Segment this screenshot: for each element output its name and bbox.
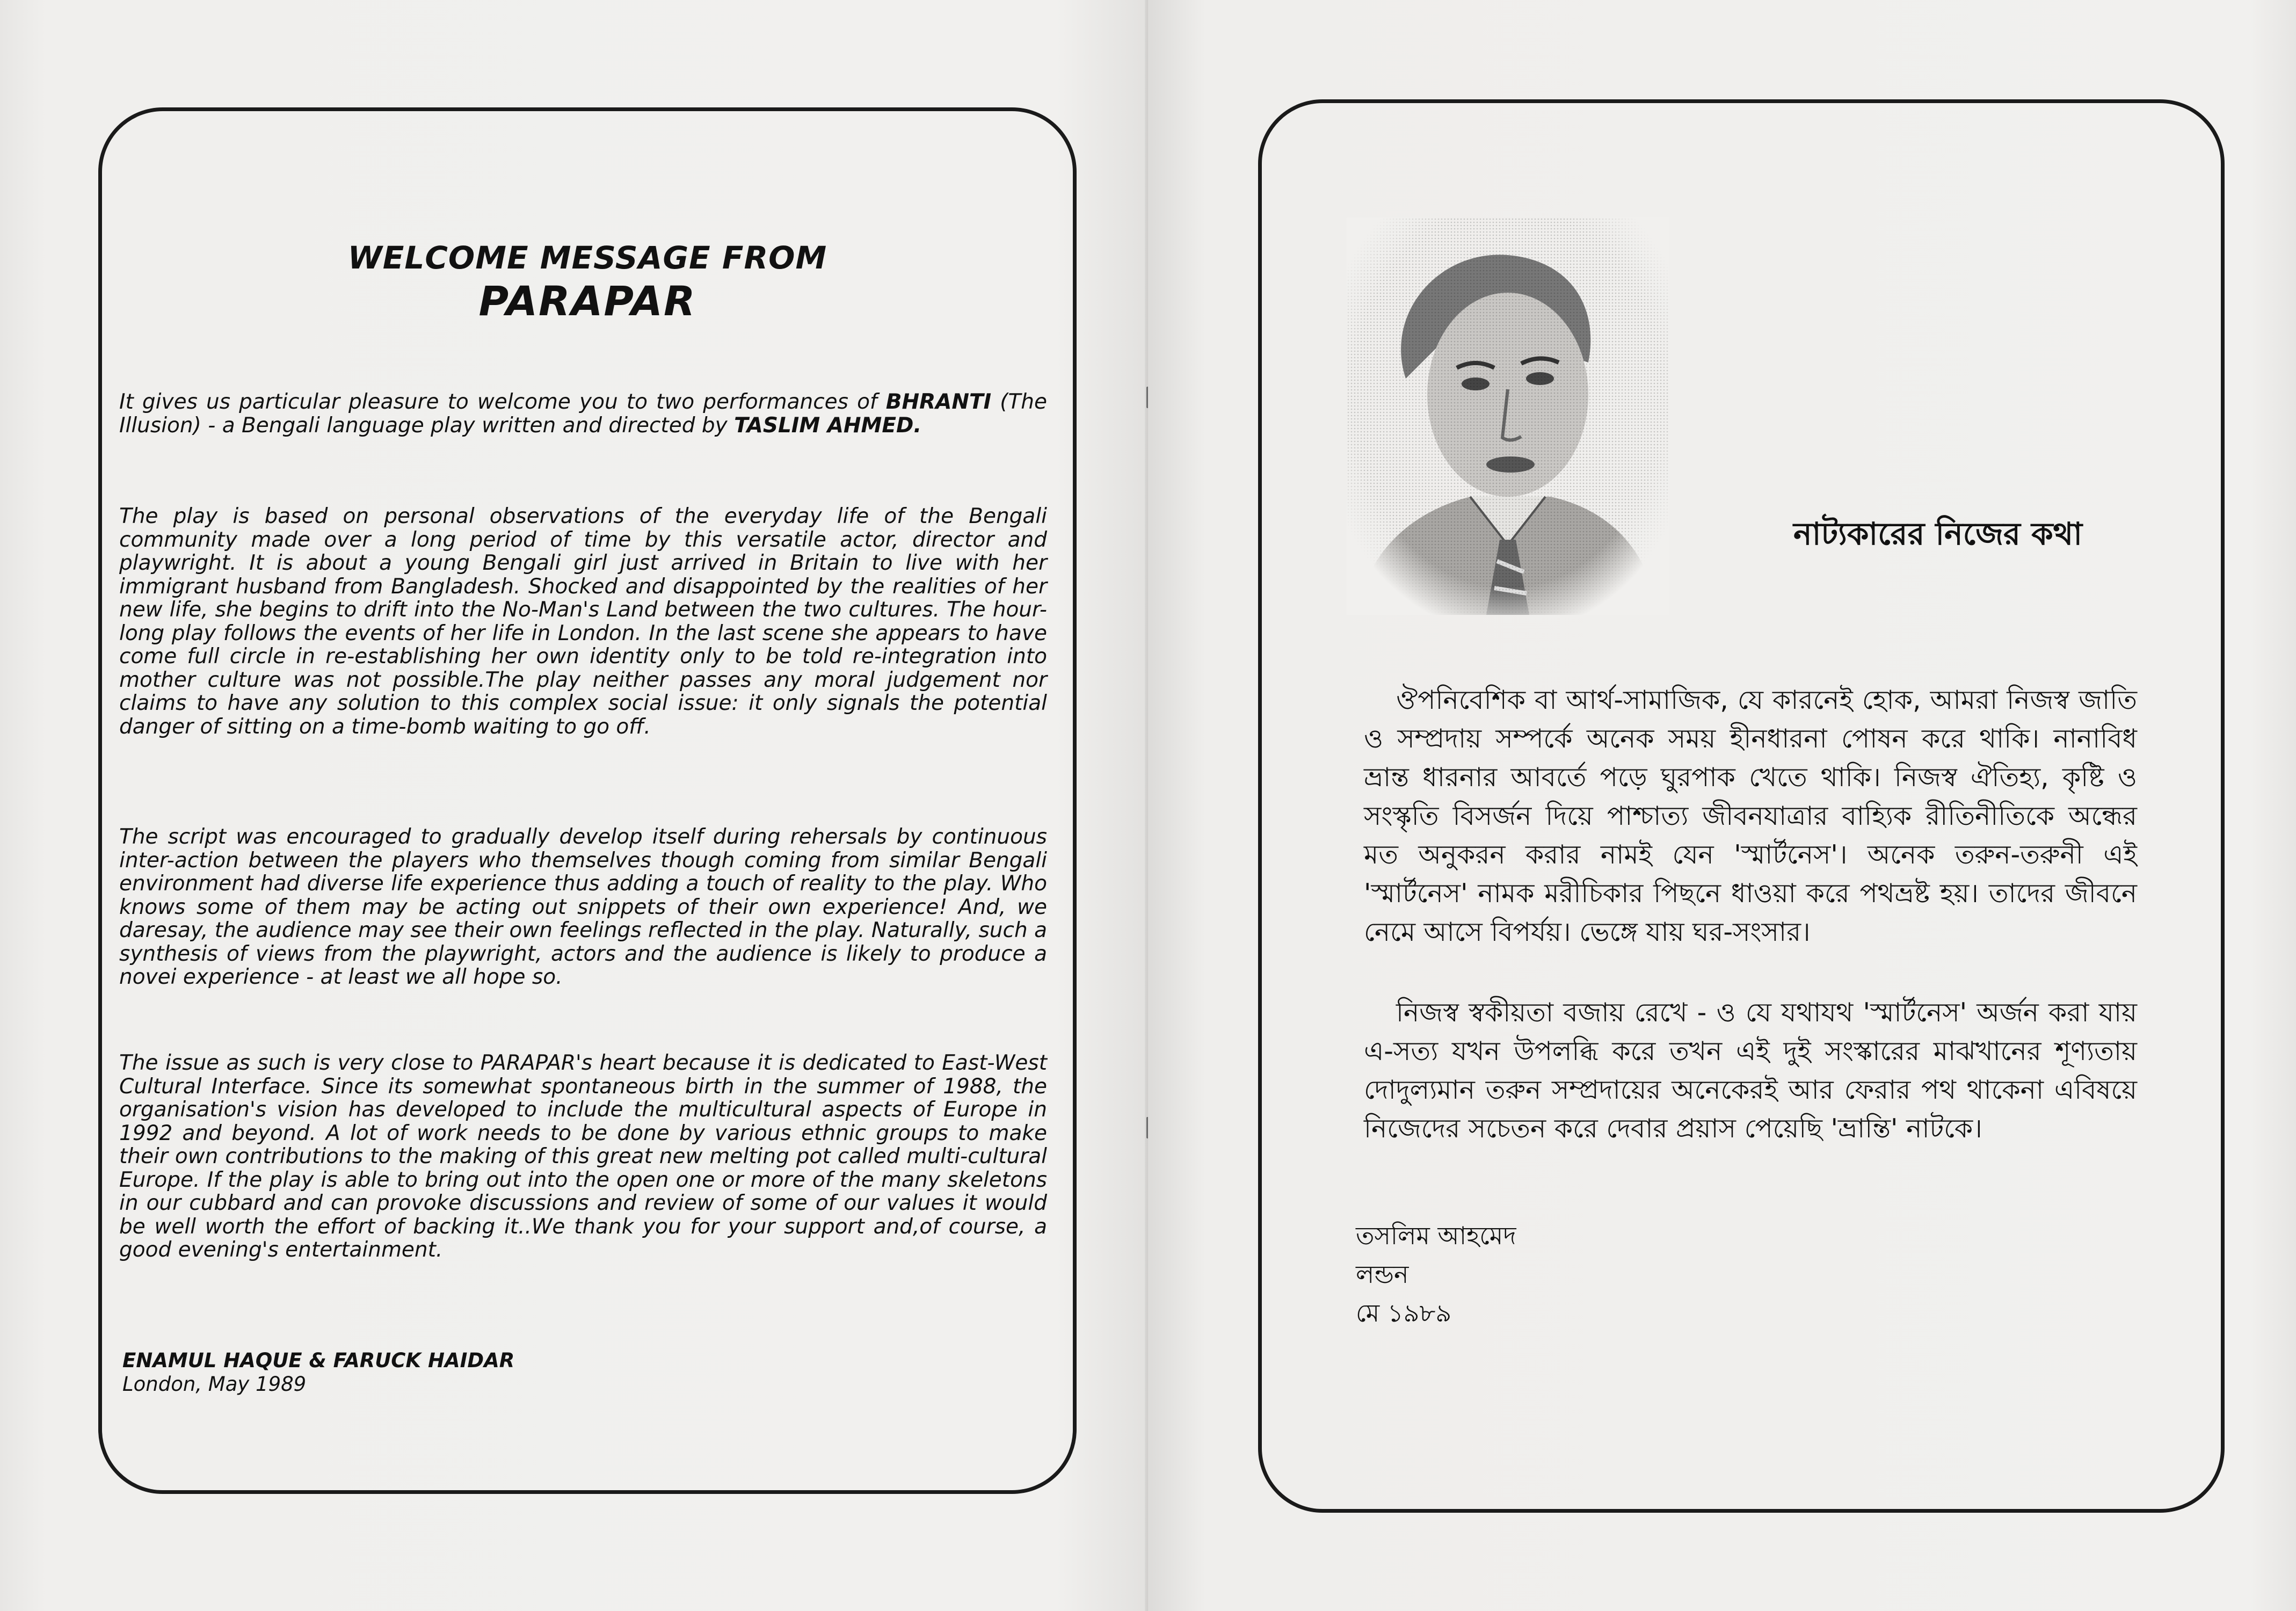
bengali-paragraph-1: ঔপনিবেশিক বা আর্থ-সামাজিক, যে কারনেই হোক, আমরা নিজস্ব জাতি ও সম্প্রদায় সম্পর্কে অনেক সময় হীনধারনা পোষন করে থাকি। নানাবিধ ভ্রান্ত ধারনার আবর্তে পড়ে ঘুরপাক খেতে থাকি। নিজস্ব ঐতিহ্য, কৃষ্টি ও সংস্কৃতি বিসর্জন দিয়ে পাশ্চাত্য জীবনযাত্রার বাহ্যিক রীতিনীতিকে অন্ধের মত অনুকরন করার নামই যেন 'স্মার্টনেস'। অনেক তরুন-তরুনী এই 'স্মার্টনেস' নামক মরীচিকার পিছনে ধাওয়া করে পথভ্রষ্ট হয়। তাদের জীবনে নেমে আসে বিপর্যয়। ভেঙ্গে যায় ঘর-সংসার। xyxy=(1364,685,2138,947)
paragraph-text: (The Illusion) - a Bengali language play written and directed by xyxy=(119,390,1047,438)
welcome-heading: WELCOME MESSAGE FROM xyxy=(347,240,827,276)
author-city: লন্ডন xyxy=(1356,1260,1409,1289)
signatory-names: ENAMUL HAQUE & FARUCK HAIDAR xyxy=(122,1349,515,1372)
welcome-paragraph-2: The play is based on personal observations of the everyday life of the Bengali community made over a long period of time by this versatile actor, director and playwright. It is about a young Bengali girl just arrived in Britain to live with her immigrant husband from Bangladesh. Shocked and disappointed by the realities of her new life, she begins to drift into the No-Man's Land between the two cultures. The hour-long play follows the events of her life in London. In the last scene she appears to have come full circle in re-establishing her own identity only to be told re-integration into mother culture was not possible.The play neither passes any moral judgement nor claims to have any solution to this complex social issue: it only signals the potential danger of sitting on a time-bomb waiting to go off. xyxy=(119,504,1047,739)
bengali-signature-block xyxy=(1356,1216,1516,1332)
playwright-portrait-photo xyxy=(1347,217,1669,615)
welcome-paragraph-4: The issue as such is very close to PARAPAR's heart because it is dedicated to East-West Cultural Interface. Since its somewhat spontaneous birth in the summer of 1988, the organisation's vision has developed to include the multicultural aspects of Europe in 1992 and beyond. A lot of work needs to be done by various ethnic groups to make their own contributions to the making of this great new melting pot called multi-cultural Europe. If the play is able to bring out into the open one or more of the many skeletons in our cubbard and can provoke discussions and review of some of our values it would be well worth the effort of backing it..We thank you for your support and,of course, a good evening's entertainment. xyxy=(119,1051,1047,1262)
signature-place-date: London, May 1989 xyxy=(122,1373,307,1396)
bengali-page-title: নাট্যকারের নিজের কথা xyxy=(1793,516,2083,552)
play-title: BHRANTI xyxy=(885,390,992,414)
playwright-name: TASLIM AHMED. xyxy=(734,413,922,438)
author-name: তসলিম আহমেদ xyxy=(1356,1221,1516,1250)
welcome-paragraph-3: The script was encouraged to gradually develop itself during rehersals by continuous inter-action between the players who themselves though coming from similar Bengali environment had diverse life experience thus adding a touch of reality to the play. Who knows some of them may be acting out snippets of their own experience! And, we daresay, the audience may see their own feelings reflected in the play. Naturally, such a synthesis of views from the playwright, actors and the audience is likely to produce a novei experience - at least we all hope so. xyxy=(119,825,1047,989)
organisation-name: PARAPAR xyxy=(478,277,696,325)
signature-block xyxy=(122,1349,514,1396)
bengali-paragraph-2: নিজস্ব স্বকীয়তা বজায় রেখে - ও যে যথাযথ 'স্মার্টনেস' অর্জন করা যায় এ-সত্য যখন উপলব্ধি করে তখন এই দুই সংস্কারের মাঝখানের শূণ্যতায় দোদুল্যমান তরুন সম্প্রদায়ের অনেকেরই আর ফেরার পথ থাকেনা এবিষয়ে নিজেদের সচেতন করে দেবার প্রয়াস পেয়েছি 'ভ্রান্তি' নাটকে। xyxy=(1364,997,2137,1144)
paragraph-text: It gives us particular pleasure to welcome you to two performances of xyxy=(119,390,877,414)
author-date: মে ১৯৮৯ xyxy=(1356,1298,1452,1327)
welcome-paragraph-1 xyxy=(119,390,1047,437)
